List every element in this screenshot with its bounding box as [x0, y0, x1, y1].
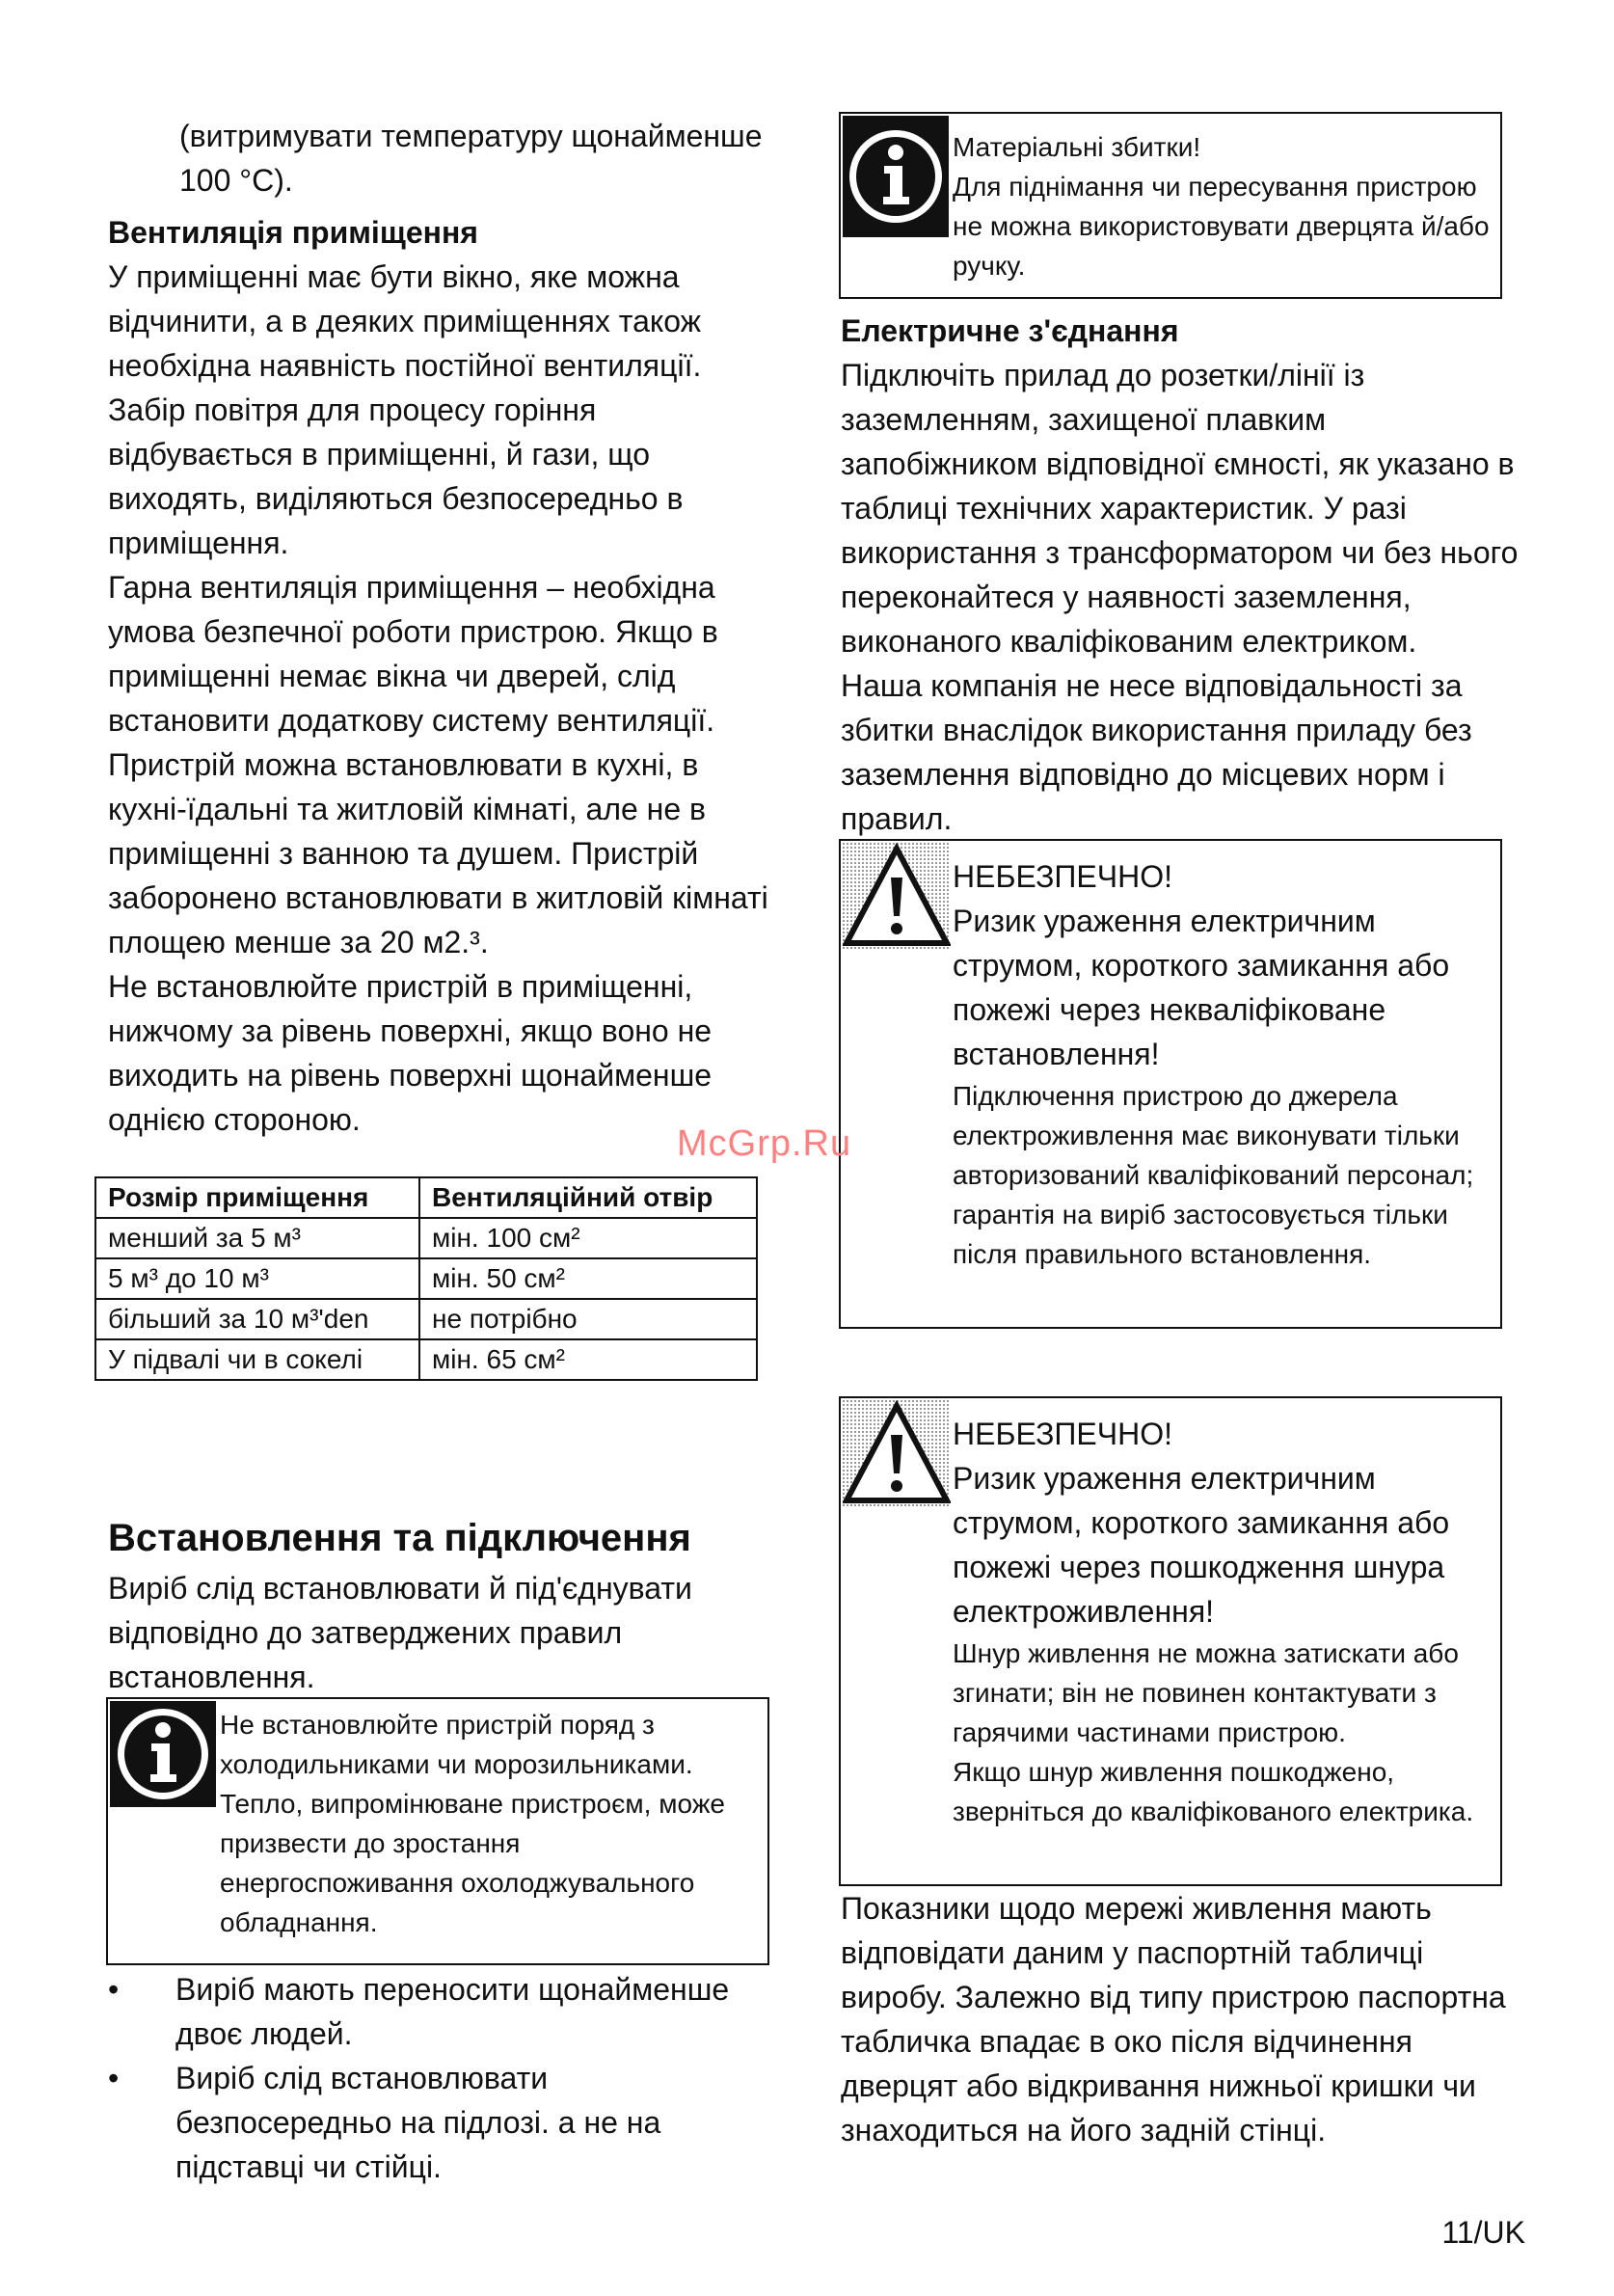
- danger-box-cord: [839, 1396, 1502, 1886]
- power-supply-paragraph: Показники щодо мережі живлення мають відповідати даним у паспортній табличці виробу. Залежно від типу пристрою паспортна табличка впадає в око після відчинення дверцят або відкривання нижньої кришки чи знаходиться на його задній стінці.: [841, 1891, 1506, 2147]
- ventilation-paragraph-1: У приміщенні має бути вікно, яке можна відчинити, а в деяких приміщеннях також необхідна наявність постійної вентиляції. Забір повітря для процесу горіння відбувається в приміщенні, й гази, що виходять, виділяються безпосередньо в приміщення.: [108, 259, 702, 560]
- danger-details-2: Якщо шнур живлення пошкоджено, зверніться до кваліфікованого електрика.: [953, 1757, 1474, 1826]
- table-cell: мін. 100 см²: [419, 1218, 757, 1258]
- info-icon: [110, 1701, 216, 1812]
- table-cell: мін. 50 см²: [419, 1258, 757, 1299]
- info-box-fridge-text: Не встановлюйте пристрій поряд з холодильниками чи морозильниками. Тепло, випромінюване пристроєм, може призвести до зростання енергоспоживання охолоджувального обладнання.: [220, 1710, 726, 1937]
- page-number: 11/UK: [1441, 2215, 1525, 2250]
- table-row: [95, 1299, 757, 1339]
- table-cell: У підвалі чи в сокелі: [95, 1339, 419, 1380]
- ventilation-heading: Вентиляція приміщення: [108, 215, 478, 250]
- intro-text: [179, 114, 796, 203]
- electrical-paragraph-2: Наша компанія не несе відповідальності за збитки внаслідок використання приладу без заземлення відповідно до місцевих норм і правил.: [841, 668, 1472, 836]
- watermark: McGrp.Ru: [677, 1123, 852, 1164]
- info-box-damage: [839, 112, 1502, 299]
- table-cell: 5 м³ до 10 м³: [95, 1258, 419, 1299]
- info-box-damage-text: [953, 127, 1493, 285]
- table-cell: мін. 65 см²: [419, 1339, 757, 1380]
- info-box-damage-body: Для піднімання чи пересування пристрою не можна використовувати дверцята й/або ручку.: [953, 172, 1490, 281]
- intro-line-1: (витримувати температуру щонайменше: [179, 119, 763, 153]
- danger-warning: Ризик ураження електричним струмом, короткого замикання або пожежі через пошкодження шнура електроживлення!: [953, 1461, 1450, 1629]
- warning-icon: [843, 1400, 951, 1511]
- installation-heading: Встановлення та підключення: [108, 1517, 691, 1559]
- table-cell: менший за 5 м³: [95, 1218, 419, 1258]
- table-row: [95, 1339, 757, 1380]
- electrical-section: [841, 353, 1525, 841]
- ventilation-paragraph-2: Гарна вентиляція приміщення – необхідна умова безпечної роботи пристрою. Якщо в приміщенні немає вікна чи дверей, слід встановити додаткову систему вентиляції.: [108, 570, 718, 738]
- info-icon: [843, 116, 949, 242]
- info-box-fridge: [106, 1697, 769, 1965]
- installation-paragraph: Виріб слід встановлювати й під'єднувати відповідно до затверджених правил встановлення.: [108, 1571, 692, 1694]
- info-box-damage-title: Матеріальні збитки!: [953, 132, 1201, 162]
- warning-icon: [843, 843, 951, 954]
- electrical-heading: Електричне з'єднання: [841, 313, 1179, 348]
- table-row: [95, 1218, 757, 1258]
- ventilation-paragraph-4: Не встановлюйте пристрій в приміщенні, нижчому за рівень поверхні, якщо воно не виходить на рівень поверхні щонайменше однією стороною.: [108, 969, 713, 1137]
- table-cell: не потрібно: [419, 1299, 757, 1339]
- ventilation-table: [94, 1176, 758, 1381]
- bullet-text-2: Виріб слід встановлювати безпосередньо на підлозі. а не на підставці чи стійці.: [175, 2061, 661, 2184]
- danger-box-cord-text: [953, 1412, 1502, 1831]
- intro-line-2: 100 °C).: [179, 163, 293, 198]
- ventilation-section: [108, 255, 773, 1142]
- danger-box-installation: [839, 839, 1502, 1329]
- bullet-dot: •: [108, 2061, 120, 2095]
- electrical-paragraph-1: Підключіть прилад до розетки/лінії із заземленням, захищеної плавким запобіжником відповідної ємності, як указано в таблиці технічних характеристик. У разі використання з трансформатором чи без нього переконайтеся у наявності заземлення, виконаного кваліфікованим електриком.: [841, 358, 1519, 659]
- table-header-row: [95, 1177, 757, 1218]
- table-cell: більший за 10 м³'den: [95, 1299, 419, 1339]
- danger-warning: Ризик ураження електричним струмом, короткого замикання або пожежі через некваліфіковане встановлення!: [953, 904, 1450, 1071]
- danger-title: НЕБЕЗПЕЧНО!: [953, 1417, 1172, 1451]
- danger-details: Підключення пристрою до джерела електроживлення має виконувати тільки авторизований кваліфікований персонал; гарантія на виріб застосовується тільки після правильного встановлення.: [953, 1081, 1474, 1269]
- bullet-dot: •: [108, 1972, 120, 2007]
- danger-box-installation-text: [953, 854, 1502, 1274]
- danger-details-1: Шнур живлення не можна затискати або згинати; він не повинен контактувати з гарячими частинами пристрою.: [953, 1638, 1459, 1747]
- bullet-text-1: Виріб мають переносити щонайменше двоє людей.: [175, 1972, 730, 2051]
- table-header-vent-opening: Вентиляційний отвір: [419, 1177, 757, 1218]
- ventilation-paragraph-3: Пристрій можна встановлювати в кухні, в кухні-їдальні та житловій кімнаті, але не в приміщенні з ванною та душем. Пристрій заборонено встановлювати в житловій кімнаті площею менше за 20 м2.³.: [108, 747, 768, 959]
- table-header-room-size: Розмір приміщення: [95, 1177, 419, 1218]
- danger-title: НЕБЕЗПЕЧНО!: [953, 859, 1172, 894]
- table-row: [95, 1258, 757, 1299]
